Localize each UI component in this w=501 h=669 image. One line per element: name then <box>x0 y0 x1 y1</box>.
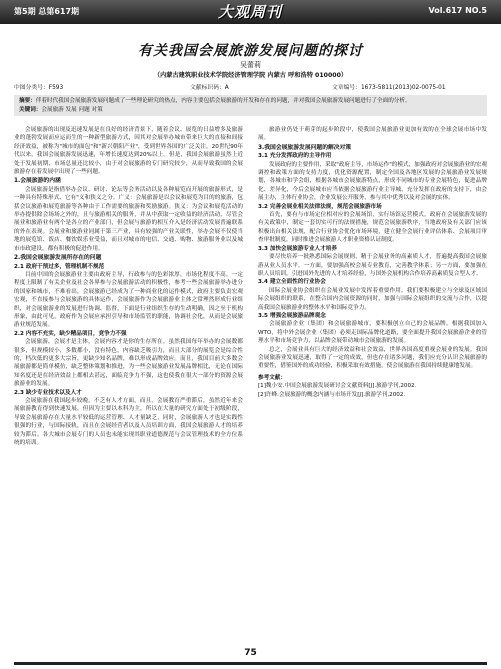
abstract <box>19 97 482 106</box>
abstract-text: 伴着时代我国会展旅游发展问题成了一些理论研究的热点，内容主要包括会展旅游的开发和存在的问题，并对我国会展旅游发展问题进行了全面的分析。 <box>35 98 411 104</box>
paragraph: 会展旅游的出现及迅速发展是在良好的经济背景下，随着会议、展览的日益增多及旅游业的蓬勃发展而应运而生的一种新型旅游方式，因其对会展举办城市带来巨大的直接和间接经济效益，被称为"城市的面包"和"新兴朝阳产业"，受到世界各国的广泛关注。20世纪90年代以来，我国会展旅游发展迅速，年增长速度达到20%以上。但是，我国会展旅游虽然上近处于发展初期，市场总量还比较小，由于对会展旅游的专门研究较少，从而导致我国的会展旅游存在着发展中出现了一些问题。 <box>14 127 243 176</box>
issue-label: 第5期 总第617期 <box>14 7 80 16</box>
paragraph: 会展旅游是指借举办会议、研讨、论坛等会务活动以及各种展览而开展的旅游形式，是一种具有特殊形式、它有"义和狭义之分。广义：会展旅游是以会议和展览为目的的旅游，包括会议旅游和展览旅游等各种由于工作需要的旅游和奖励旅游。狭义：为会议和展览活动的举办提供除会场场之外的，且与旅游相关的服务，并从中获取一定收益的经济活动，尽管会展业和旅游业有两个是各立的产业部门，但会展与旅游的相互介入是经济活动发展普遍联系的外在表现。会展业和旅游业同属于第三产业，具有较强的产业关联性，举办会展不仅使当地的展览馆、饭店、餐饮娱乐业受益，而且对城市的电信、交通、购物、旅游服务业以及城市市政建设，都有积极的促进作用。 <box>14 186 243 252</box>
left-column <box>14 126 243 447</box>
right-column <box>258 126 487 399</box>
reference-item: [2]许峰.会展旅游的概念内涵与市场开发[J].旅游学刊,2002. <box>258 391 406 398</box>
journal-logo: 大观周刊 <box>217 2 282 21</box>
section-heading: 3.我国会展旅游发展问题的解决对策 <box>258 144 352 151</box>
paragraph: 会展旅游，会展才是主体，会展内容才是你的生存所在。虽然我国每年举办的会展数都很多，但规模较小，多数都小，没有特色，内容缺乏吸引力，而且大部分的展览会是综合性的，档次低的更多大宗旨，更缺少知名品牌，难以形成品牌效应。而且，我国目前大多数会展旅游都是简单模仿，缺乏整体策划和推进，为一些会展旅游业发展品牌相比，无论在国际知名度还是在经济效益上都相去甚远，面临竞争力不强，这也使我在很大一部分的资源会展旅游业的发展。 <box>14 339 243 388</box>
keywords-text: 会展旅游 发展 问题 对策 <box>41 106 103 113</box>
bottom-rule <box>14 662 487 665</box>
abstract-label: 摘要： <box>19 98 36 104</box>
subsection-heading: 2.1 政府干预过多，管理机制不规范 <box>14 263 105 270</box>
subsection-heading: 3.1 充分发挥政府的主导作用 <box>258 153 332 160</box>
journal-header-bar <box>0 0 501 24</box>
paragraph: 发展政府的主要作用，采取"政府主导，市场运作"的模式，加强政府对会展旅游业的宏观调控和政策方面的支持力度，优化资源配置，制定全国及各地区发展的会展旅游业发展规划，各城市和学会组，根据各城市会展旅游特点，形成不同城市的专业会展特色，促进品牌化、差异化，今后会展城市应当依据会展旅游行业主导城，充分发挥在政府的支持下，由会展主办，主体行业协会，企业发展公开服务，参与其中优秀以及对会展的实体。 <box>258 161 487 202</box>
subsection-heading: 3.2 完善会展业相关法律法规，规范会展旅游市场 <box>258 203 382 210</box>
document-code: 文献标识码：A <box>190 85 229 91</box>
paragraph: 首先，要有与市场定位相对应的会展场馆，实行场馆运营模式。政府在会展旅游发展的有关政策中，制定一套切实可行的法规措施，规范会展旅游秩序，当地政府及有关部门应该积极出台相关法规，配合行业协会优化市场环境，建立健全会展行业评估体系、会展项目审查审批制度，同时推进会展旅游人才职业资格认证制度。 <box>258 212 487 244</box>
subsection-heading: 2.3 缺少专业技术以及人才 <box>14 389 82 396</box>
clc-number: 中图分类号：F593 <box>14 85 64 91</box>
paragraph: 国际会展业协会组织在会展业发展中发挥着重要作用。我们要积极建立与全球及区域国际会展组织的联系，在整合国内会展资源的同时，加强与国际会展组织的交流与合作，以提高我国会展旅游业的整体水平和国际竞争力。 <box>258 287 487 311</box>
author-affiliation: （内蒙古建筑职业技术学院经济管理学院 内蒙古 呼和浩特 010000） <box>153 72 348 79</box>
article-title: 有关我国会展旅游发展问题的探讨 <box>138 43 363 59</box>
paragraph: 目前中国的会展旅游业主要由政府主导，行政参与的色彩浓厚，市场化程度不高。一定程度上限制了有关企业及社会各界参与会展旅游活动的积极性，参考一些会展旅游举办进分的国家和城市，不难看出，会展旅游已经成为了一种商业化的运作模式，政府主要负责宏观宏观，不直接参与会展旅游的具体运作，会展旅游作为会展旅游业主体之常理然形成行业组织，对会展旅游业的发展进行协调、监督，下面是行业组织生存的生动明确，因之至于机构形象，由此可见，政府作为会展应承担引导和市场监管的职能，协调社会化，从而是会展旅游业规范发展。 <box>14 271 243 329</box>
paragraph: 旅游业仍处于萌芽的起步阶段中，使我国会展旅游业更加有效的在全球会展市场中发展。 <box>258 127 487 142</box>
subsection-heading: 3.4 建立全面性的行业协会 <box>258 279 326 286</box>
keywords <box>19 106 482 115</box>
abstract-box <box>14 95 487 116</box>
section-heading: 1.会展旅游的内涵 <box>14 178 61 185</box>
paragraph: 会展旅游在我国起步较晚，不乏有人才方面，而且，会展教育严重滞后，虽然近年来会展旅游教育得到快速发展，但因为主要以本科为主，所以在大量的研究方面处于初级阶段，导致会展旅游存在大量水平较低的运营管理、人才量缺乏，同时，会展旅游人才也是实践性很强的行业，与国际接轨，而且在会展经营者以及人员培训方面，我国会展旅游人才的培养较为滞后。各大城市会展专门的人员也未能实现其职业道德规范与会议管理技术的全方位系统的培训。 <box>14 398 243 447</box>
volume-label: Vol.617 NO.5 <box>428 6 487 15</box>
subsection-heading: 3.5 增强会展旅游品牌观念 <box>258 312 326 319</box>
section-heading: 2.我国会展旅游发展所存在的问题 <box>14 255 102 262</box>
references-heading: 参考文献： <box>258 374 286 381</box>
article-number: 文章编号：1673-5811(2013)02-0075-01 <box>332 85 446 91</box>
subsection-heading: 2.2 内容不充实，缺少精品项目，竞争力不强 <box>14 330 127 337</box>
keywords-label: 关键词： <box>19 106 42 113</box>
page-number: 75 <box>244 648 257 658</box>
reference-item: [1]魏小安.中国会展旅游发展研讨会文献资料[J].旅游学刊,2002. <box>258 383 417 390</box>
paragraph: 总之，会展业具有巨大的经济效益和社会效益，世界各国高度重视会展业的发展。我国会展旅游业发展迅速，取得了一定的成效，但也存在诸多问题，我们应充分认识会展旅游的重要性，借鉴国外的成功经验，积极采取有效措施，使会展旅游在我国持续健康地发展。 <box>258 346 487 370</box>
subsection-heading: 3.3 加快会展旅游专业人才培养 <box>258 245 337 252</box>
article-meta <box>14 82 487 91</box>
paragraph: 会展旅游企业（集团）和会展旅游城市，要积极创立自己的会展品牌。根据我国加入WTO，将中外会展企业（集团）必须走国际品牌化道路，要全面提升我国会展旅游企业的管理水平和市场竞争力，以品牌会展带动城市会展旅游的发展。 <box>258 321 487 345</box>
author-name: 吴蕾莉 <box>240 61 261 69</box>
paragraph: 要尽快培养一批熟悉国际会展规则、精于会展业务的高素质人才，普遍提高我国会展旅游从业人员水平。一方面，要加强高校会展专业教育，完善教学体系；另一方面，要加强在职人员培训，引进国外先进的人才培养经验，与国外会展机构合作培养高素质复合型人才。 <box>258 254 487 277</box>
